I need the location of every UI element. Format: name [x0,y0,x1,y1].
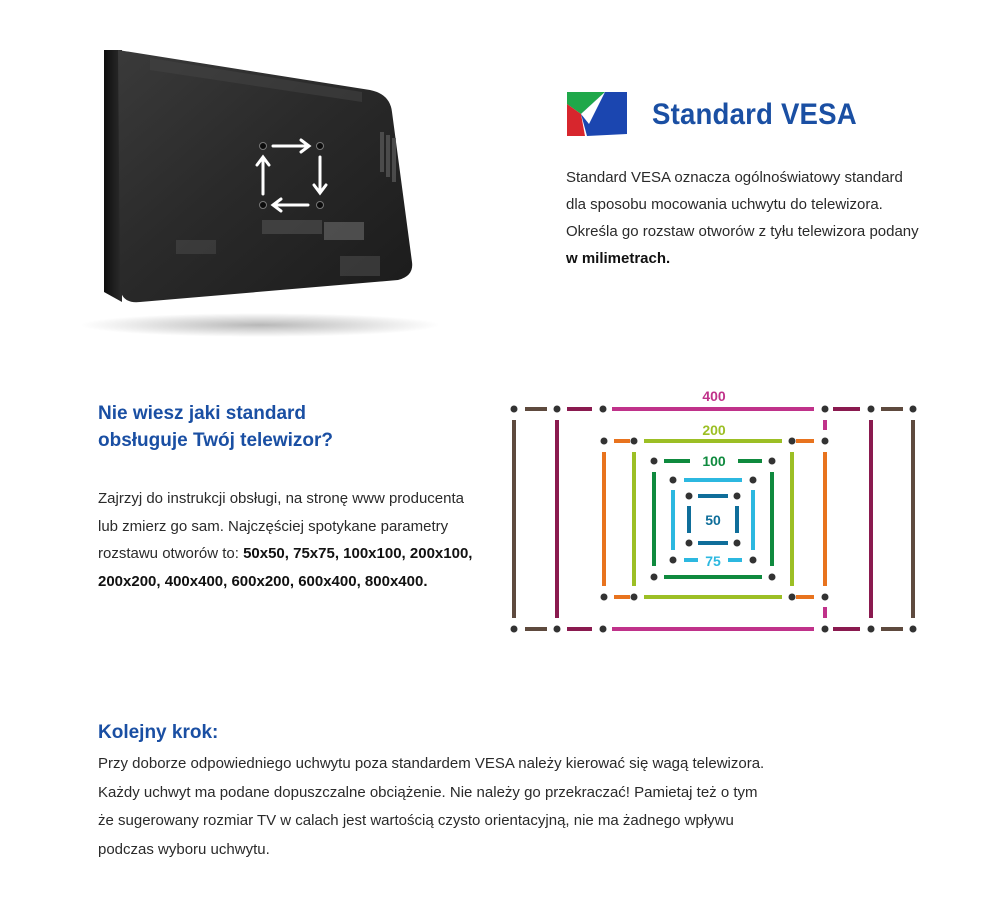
label-100: 100 [702,453,726,469]
label-50: 50 [705,512,721,528]
next-step-line: Każdy uchwyt ma podane dopuszczalne obciążenie. Nie należy go przekraczać! Pamietaj też o tym [98,783,758,801]
next-step-body [98,750,918,864]
next-step-line: podczas wyboru uchwytu. [98,840,270,858]
question-heading [98,400,418,454]
label-200: 200 [702,422,726,438]
label-400: 400 [702,388,726,404]
common-formats-list: 50x50, 75x75, 100x100, 200x100, 200x200, 400x400, 600x200, 600x400, 800x400. [98,545,473,590]
question-body [98,485,478,595]
vesa-description [566,164,926,272]
next-step-line: że sugerowany rozmiar TV w calach jest wartością czysto orientacyjną, nie ma żadnego wpływu [98,812,734,829]
vesa-title: Standard VESA [652,98,857,131]
next-step-heading: Kolejny krok: [98,722,219,743]
vesa-description-text: Standard VESA oznacza ogólnoświatowy standard dla sposobu mocowania uchwytu do telewizora. Określa go rozstaw otworów z tyłu telewizora podany [566,169,919,240]
vesa-description-emphasis: w milimetrach. [566,250,671,267]
label-75: 75 [705,553,721,569]
next-step-line: Przy doborze odpowiedniego uchwytu poza standardem VESA należy kierować się wagą telewizora. [98,755,765,772]
question-body-text: Zajrzyj do instrukcji obsługi, na stronę www producenta lub zmierz go sam. Najczęściej spotykane parametry rozstawu otworów to: [98,490,464,562]
tv-back-illustration [80,40,440,340]
question-heading-line-2: obsługuje Twój telewizor? [98,430,334,451]
vesa-spacing-diagram [500,385,930,640]
vesa-logo [565,88,629,138]
question-heading-line-1: Nie wiesz jaki standard [98,403,307,424]
